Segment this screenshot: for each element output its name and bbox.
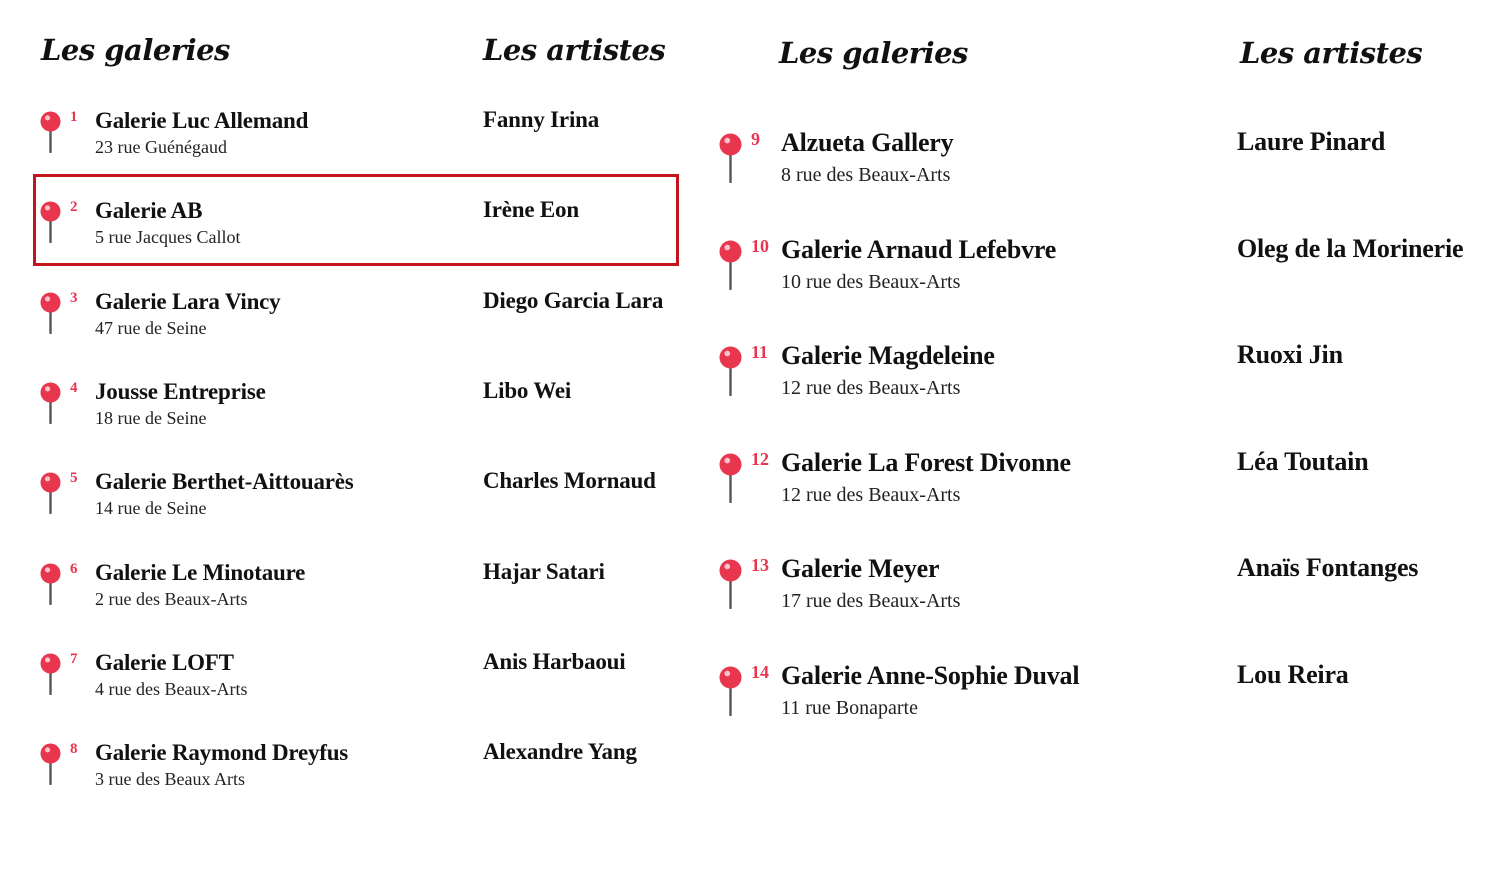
map-pin-icon [40,201,61,247]
artist-name[interactable]: Diego Garcia Lara [483,287,664,313]
gallery-address: 47 rue de Seine [95,317,207,338]
gallery-address: 2 rue des Beaux-Arts [95,588,248,609]
gallery-address: 18 rue de Seine [95,407,207,428]
artist-name[interactable]: Léa Toutain [1237,446,1369,476]
gallery-address: 12 rue des Beaux-Arts [781,483,961,506]
left-artists-heading: Les artistes [483,33,666,67]
artist-name[interactable]: Libo Wei [483,377,572,403]
map-pin-icon [40,472,61,518]
artist-name[interactable]: Ruoxi Jin [1237,340,1343,370]
gallery-number: 5 [70,470,78,487]
map-pin-icon [40,563,61,609]
gallery-number: 14 [751,662,769,682]
artist-name[interactable]: Charles Mornaud [483,468,656,494]
gallery-address: 17 rue des Beaux-Arts [781,590,961,613]
right-galleries-heading: Les galeries [779,36,968,70]
gallery-address: 8 rue des Beaux-Arts [781,164,951,186]
map-pin-icon [719,559,742,613]
gallery-number: 9 [751,129,760,149]
gallery-number: 8 [70,741,78,758]
gallery-address: 12 rue des Beaux-Arts [781,377,961,400]
map-pin-icon [40,111,61,157]
gallery-name[interactable]: Galerie Berthet-Aittouarès [95,469,354,495]
map-pin-icon [719,666,742,720]
gallery-name[interactable]: Galerie Luc Allemand [95,108,309,133]
gallery-name[interactable]: Galerie Arnaud Lefebvre [781,234,1057,264]
right-artists-heading: Les artistes [1240,36,1423,70]
gallery-address: 23 rue Guénégaud [95,137,227,157]
gallery-address: 5 rue Jacques Callot [95,227,241,248]
artist-name[interactable]: Anis Harbaoui [483,648,626,674]
gallery-number: 6 [70,560,78,577]
gallery-number: 13 [751,555,769,576]
map-pin-icon [719,133,742,187]
gallery-name[interactable]: Galerie Meyer [781,554,940,584]
gallery-address: 11 rue Bonaparte [781,697,918,719]
artist-name[interactable]: Lou Reira [1237,660,1349,689]
artist-name[interactable]: Laure Pinard [1237,127,1386,156]
map-pin-icon [719,453,742,507]
gallery-number: 2 [70,199,78,216]
map-pin-icon [719,346,742,400]
gallery-address: 3 rue des Beaux Arts [95,769,245,790]
artist-name[interactable]: Fanny Irina [483,107,600,132]
gallery-number: 12 [751,448,769,469]
map-pin-icon [40,653,61,699]
gallery-number: 4 [70,379,78,396]
gallery-address: 4 rue des Beaux-Arts [95,678,248,699]
gallery-name[interactable]: Galerie Le Minotaure [95,559,306,585]
gallery-number: 3 [70,289,78,306]
gallery-address: 14 rue de Seine [95,498,207,519]
gallery-number: 7 [70,650,78,667]
gallery-number: 10 [751,235,769,256]
gallery-name[interactable]: Galerie Magdeleine [781,341,995,371]
left-galleries-heading: Les galeries [41,33,230,67]
map-pin-icon [40,382,61,428]
gallery-name[interactable]: Galerie Raymond Dreyfus [95,740,349,766]
gallery-name[interactable]: Galerie Anne-Sophie Duval [781,661,1080,690]
gallery-name[interactable]: Galerie AB [95,198,203,224]
map-pin-icon [40,292,61,338]
gallery-number: 11 [751,342,769,363]
map-pin-icon [40,743,61,789]
artist-name[interactable]: Oleg de la Morinerie [1237,233,1464,263]
artist-name[interactable]: Hajar Satari [483,558,605,584]
map-pin-icon [719,240,742,294]
gallery-name[interactable]: Jousse Entreprise [95,378,266,404]
gallery-name[interactable]: Galerie LOFT [95,649,234,675]
gallery-name[interactable]: Alzueta Gallery [781,128,954,157]
gallery-number: 1 [70,109,78,125]
gallery-address: 10 rue des Beaux-Arts [781,270,961,293]
artist-name[interactable]: Irène Eon [483,197,579,223]
artist-name[interactable]: Alexandre Yang [483,739,637,765]
artist-name[interactable]: Anaïs Fontanges [1237,553,1419,583]
gallery-name[interactable]: Galerie La Forest Divonne [781,447,1071,477]
gallery-name[interactable]: Galerie Lara Vincy [95,288,281,314]
